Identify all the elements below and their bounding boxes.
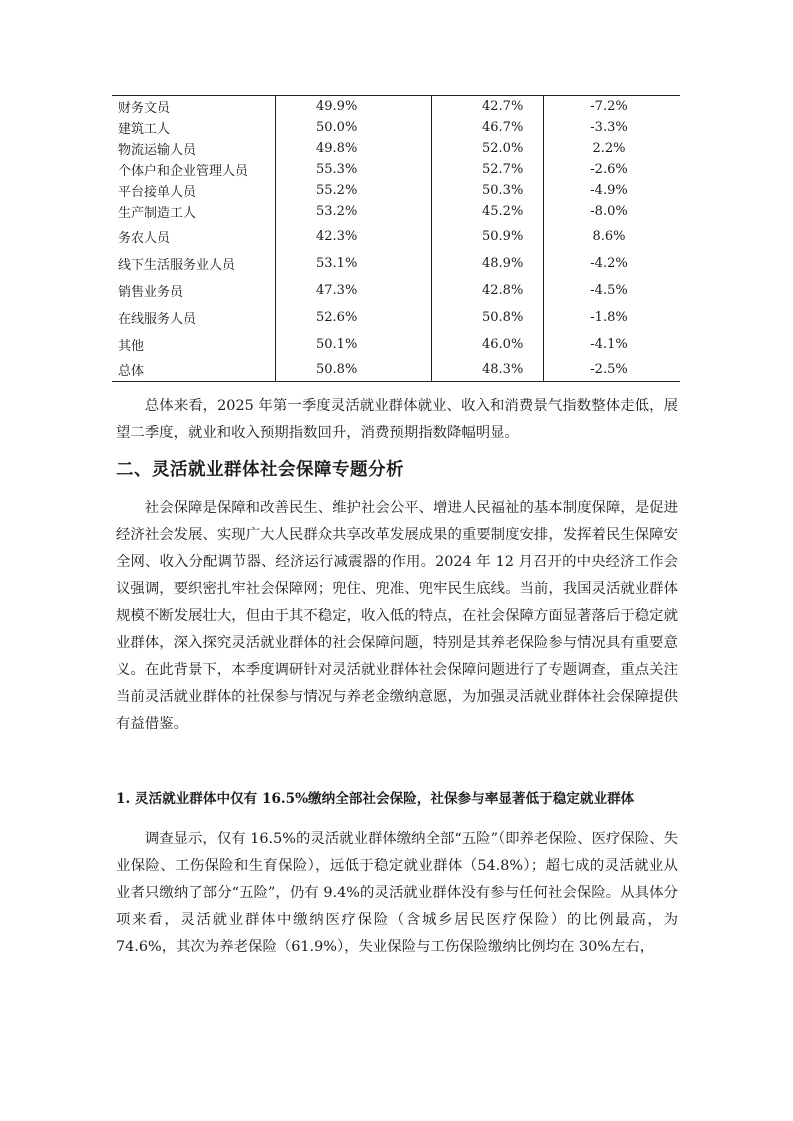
occupation-index-table — [112, 95, 680, 382]
q2-index-cell: 48.9% — [432, 250, 544, 277]
occupation-cell: 销售业务员 — [112, 277, 276, 304]
q2-index-cell: 52.7% — [432, 159, 544, 180]
occupation-cell: 物流运输人员 — [112, 138, 276, 159]
table-row — [112, 180, 680, 201]
q1-index-cell: 50.0% — [276, 117, 432, 138]
change-cell: -4.1% — [590, 337, 628, 352]
table-row — [112, 117, 680, 138]
section-heading: 二、灵活就业群体社会保障专题分析 — [116, 460, 404, 480]
section-paragraph: 社会保障是保障和改善民生、维护社会公平、增进人民福祉的基本制度保障，是促进经济社会发展、实现广大人民群众共享改革发展成果的重要制度安排，发挥着民生保障安全网、收入分配调节器、经济运行减震器的作用。2024 年 12 月召开的中央经济工作会议强调，要织密扎牢社会保障网；兜住、兜准、兜牢民生底线。当前，我国灵活就业群体规模不断发展壮大，但由于其不稳定，收入低的特点，在社会保障方面显著落后于稳定就业群体，深入探究灵活就业群体的社会保障问题，特别是其养老保险参与情况具有重要意义。在此背景下，本季度调研针对灵活就业群体社会保障问题进行了专题调查，重点关注当前灵活就业群体的社保参与情况与养老金缴纳意愿，为加强灵活就业群体社会保障提供有益借鉴。 — [116, 500, 678, 732]
q1-index-cell: 53.1% — [276, 250, 432, 277]
subsection-heading: 1. 灵活就业群体中仅有 16.5%缴纳全部社会保险，社保参与率显著低于稳定就业群体 — [116, 791, 635, 807]
q2-index-cell: 46.7% — [432, 117, 544, 138]
change-cell: -3.3% — [590, 120, 628, 135]
occupation-cell: 务农人员 — [112, 222, 276, 250]
q1-index-cell: 47.3% — [276, 277, 432, 304]
table-row — [112, 138, 680, 159]
q2-index-cell: 50.8% — [432, 304, 544, 331]
summary-paragraph: 总体来看，2025 年第一季度灵活就业群体就业、收入和消费景气指数整体走低，展望二季度，就业和收入预期指数回升，消费预期指数降幅明显。 — [116, 398, 678, 441]
q1-index-cell: 50.1% — [276, 331, 432, 358]
q2-index-cell: 42.7% — [432, 96, 544, 117]
q2-index-cell: 46.0% — [432, 331, 544, 358]
q2-index-cell: 42.8% — [432, 277, 544, 304]
table-row — [112, 304, 680, 331]
occupation-cell: 线下生活服务业人员 — [112, 250, 276, 277]
table-row — [112, 277, 680, 304]
change-cell: 2.2% — [592, 141, 626, 156]
q2-index-cell: 48.3% — [432, 358, 544, 381]
change-cell: -2.5% — [590, 362, 628, 377]
change-cell: -7.2% — [590, 99, 628, 114]
q1-index-cell: 49.9% — [276, 96, 432, 117]
q1-index-cell: 55.2% — [276, 180, 432, 201]
q1-index-cell: 42.3% — [276, 222, 432, 250]
occupation-cell: 在线服务人员 — [112, 304, 276, 331]
table-row — [112, 358, 680, 381]
occupation-cell: 个体户和企业管理人员 — [112, 159, 276, 180]
change-cell: -4.5% — [590, 283, 628, 298]
change-cell: -4.9% — [590, 183, 628, 198]
occupation-cell: 平台接单人员 — [112, 180, 276, 201]
q2-index-cell: 52.0% — [432, 138, 544, 159]
change-cell: -2.6% — [590, 162, 628, 177]
change-cell: -1.8% — [590, 310, 628, 325]
occupation-cell: 财务文员 — [112, 96, 276, 117]
table-row — [112, 250, 680, 277]
q1-index-cell: 50.8% — [276, 358, 432, 381]
q2-index-cell: 50.9% — [432, 222, 544, 250]
q1-index-cell: 49.8% — [276, 138, 432, 159]
table-row — [112, 159, 680, 180]
table-row — [112, 96, 680, 117]
change-cell: -8.0% — [590, 204, 628, 219]
table-row — [112, 331, 680, 358]
q2-index-cell: 50.3% — [432, 180, 544, 201]
occupation-cell: 其他 — [112, 331, 276, 358]
table-row — [112, 222, 680, 250]
subsection-paragraph: 调查显示，仅有 16.5%的灵活就业群体缴纳全部“五险”（即养老保险、医疗保险、失业保险、工伤保险和生育保险），远低于稳定就业群体（54.8%）；超七成的灵活就业从业者只缴纳了部分“五险”，仍有 9.4%的灵活就业群体没有参与任何社会保险。从具体分项来看，灵活就业群体中缴纳医疗保险（含城乡居民医疗保险）的比例最高，为 74.6%，其次为养老保险（61.9%），失业保险与工伤保险缴纳比例均在 30%左右， — [116, 831, 678, 955]
change-cell: 8.6% — [592, 228, 626, 244]
occupation-cell: 总体 — [112, 358, 276, 381]
q1-index-cell: 52.6% — [276, 304, 432, 331]
occupation-cell: 生产制造工人 — [112, 201, 276, 222]
occupation-cell: 建筑工人 — [112, 117, 276, 138]
q1-index-cell: 55.3% — [276, 159, 432, 180]
table-row — [112, 201, 680, 222]
q2-index-cell: 45.2% — [432, 201, 544, 222]
change-cell: -4.2% — [590, 256, 628, 271]
q1-index-cell: 53.2% — [276, 201, 432, 222]
